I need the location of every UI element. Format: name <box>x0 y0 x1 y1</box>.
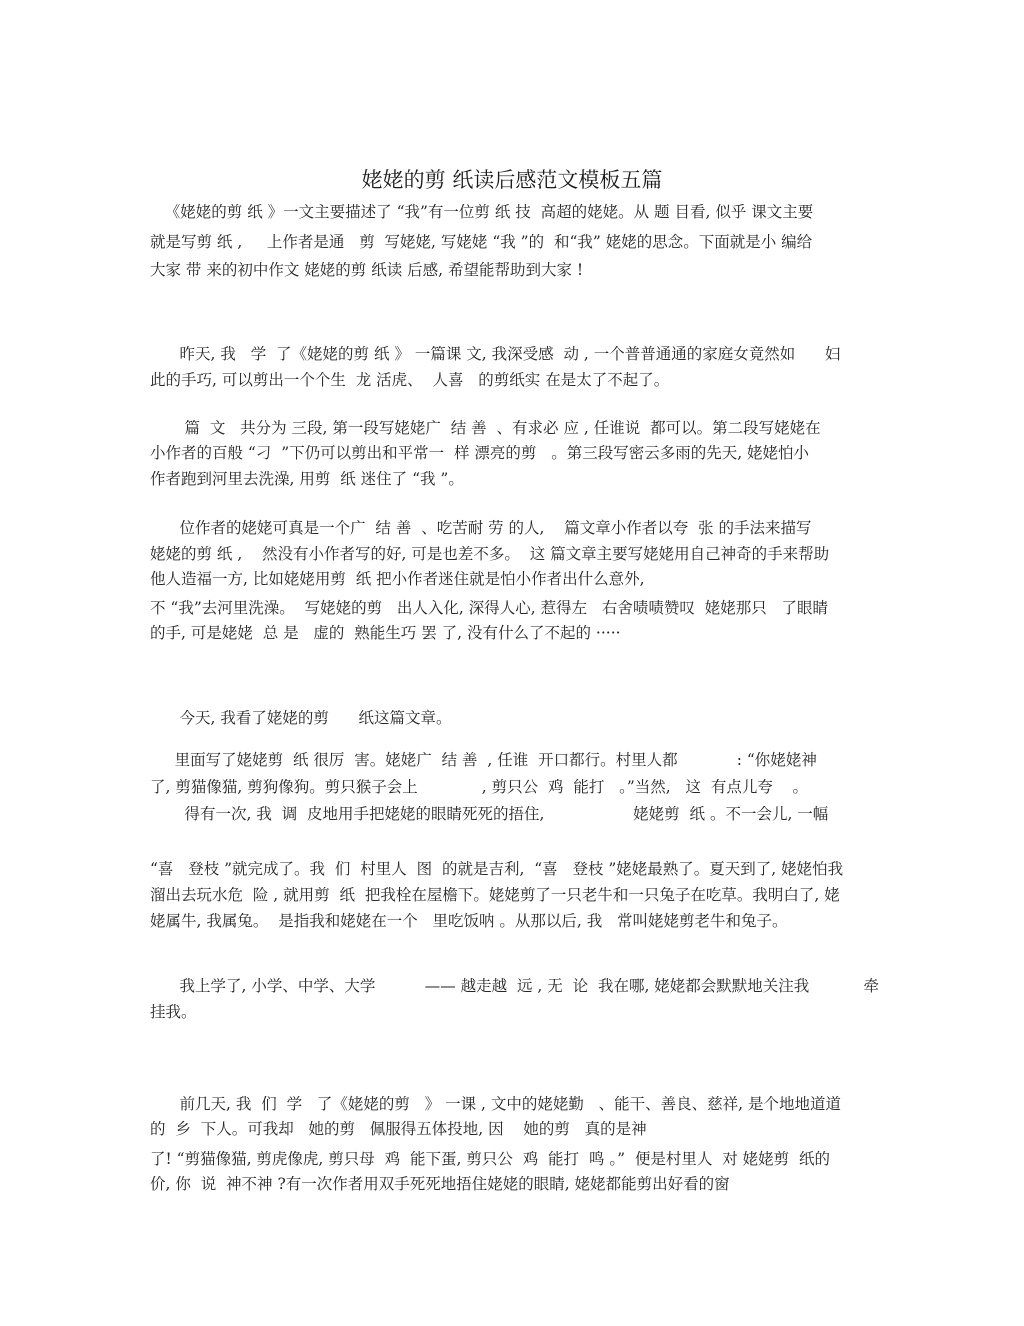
text-line: 昨天, 我 学 了《姥姥的剪 纸 》 一篇课 文, 我深受感 动 , 一个普普通通的家庭女竟然如 妇 <box>150 345 841 363</box>
text-line: 《姥姥的剪 纸 》一文主要描述了 “我”有一位剪 纸 技 高超的姥姥。从 题 目看, 似乎 课文主要 <box>150 203 814 221</box>
text-line: “喜 登枝 ”就完成了。我 们 村里人 图 的就是吉利, “喜 登枝 ”姥姥最熟了。夏天到了, 姥姥怕我 <box>150 860 844 878</box>
text-line: 挂我。 <box>150 1003 197 1021</box>
text-line: 小作者的百般 “刁 ”下仍可以剪出和平常一 样 漂亮的剪 。第三段写密云多雨的先天, 姥姥怕小 <box>150 444 810 462</box>
text-line: 价, 你 说 神不神 ?有一次作者用双手死死地捂住姥姥的眼睛, 姥姥都能剪出好看的窗 <box>150 1175 730 1193</box>
text-line: 溜出去玩水危 险 , 就用剪 纸 把我栓在屋檐下。姥姥剪了一只老牛和一只兔子在吃草。我明白了, 姥 <box>150 886 840 904</box>
text-line: 了! “剪猫像猫, 剪虎像虎, 剪只母 鸡 能下蛋, 剪只公 鸡 能打 鸣 。” 便是村里人 对 姥姥剪 纸的 <box>150 1150 831 1168</box>
document-title: 姥姥的剪 纸读后感范文模板五篇 <box>361 168 663 192</box>
text-line: 此的手巧, 可以剪出一个个生 龙 活虎、 人喜 的剪纸实 在是太了不起了。 <box>150 371 670 389</box>
text-line: 前几天, 我 们 学 了《姥姥的剪 》 一课 , 文中的姥姥勤 、能干、善良、慈祥, 是个地地道道 <box>150 1095 842 1113</box>
text-line: 的手, 可是姥姥 总 是 虚的 熟能生巧 罢 了, 没有什么了不起的 ····· <box>150 624 621 642</box>
text-line: 姥姥的剪 纸 , 然没有小作者写的好, 可是也差不多。 这 篇文章主要写姥姥用自己神奇的手来帮助 <box>150 545 830 563</box>
text-line: 位作者的姥姥可真是一个广 结 善 、吃苦耐 劳 的人, 篇文章小作者以夸 张 的手法来描写 <box>150 519 812 537</box>
text-line: 就是写剪 纸 , 上作者是通 剪 写姥姥, 写姥姥 “我 ”的 和“我” 姥姥的思念。下面就是小 编给 <box>150 233 813 251</box>
text-line: 姥属牛, 我属兔。 是指我和姥姥在一个 里吃饭呐 。从那以后, 我 常叫姥姥剪老牛和兔子。 <box>150 912 788 930</box>
text-line: 大家 带 来的初中作文 姥姥的剪 纸读 后感, 希望能帮助到大家 ! <box>150 261 584 279</box>
text-line: 里面写了姥姥剪 纸 很厉 害。姥姥广 结 善 , 任谁 开口都行。村里人都 : “你姥姥神 <box>150 751 817 769</box>
text-line: 篇 文 共分为 三段, 第一段写姥姥广 结 善 、有求必 应 , 任谁说 都可以。第二段写姥姥在 <box>150 419 821 437</box>
text-line: 他人造福一方, 比如姥姥用剪 纸 把小作者迷住就是怕小作者出什么意外, <box>150 570 645 588</box>
text-line: 不 “我”去河里洗澡。 写姥姥的剪 出人入化, 深得人心, 惹得左 右舍啧啧赞叹 姥姥那只 了眼睛 <box>150 599 829 617</box>
text-line: 作者跑到河里去洗澡, 用剪 纸 迷住了 “我 ”。 <box>150 470 464 488</box>
text-line: 得有一次, 我 调 皮地用手把姥姥的眼睛死死的捂住, 姥姥剪 纸 。不一会儿, 一幅 <box>150 805 829 823</box>
text-line: 的 乡 下人。可我却 她的剪 佩服得五体投地, 因 她的剪 真的是神 <box>150 1120 647 1138</box>
text-line: 我上学了, 小学、中学、大学 —— 越走越 远 , 无 论 我在哪, 姥姥都会默默地关注我 牵 <box>150 977 880 995</box>
text-line: 了, 剪猫像猫, 剪狗像狗。剪只猴子会上 , 剪只公 鸡 能打 。”当然, 这 有点儿夸 。 <box>150 778 809 796</box>
text-line: 今天, 我看了姥姥的剪 纸这篇文章。 <box>150 709 452 727</box>
